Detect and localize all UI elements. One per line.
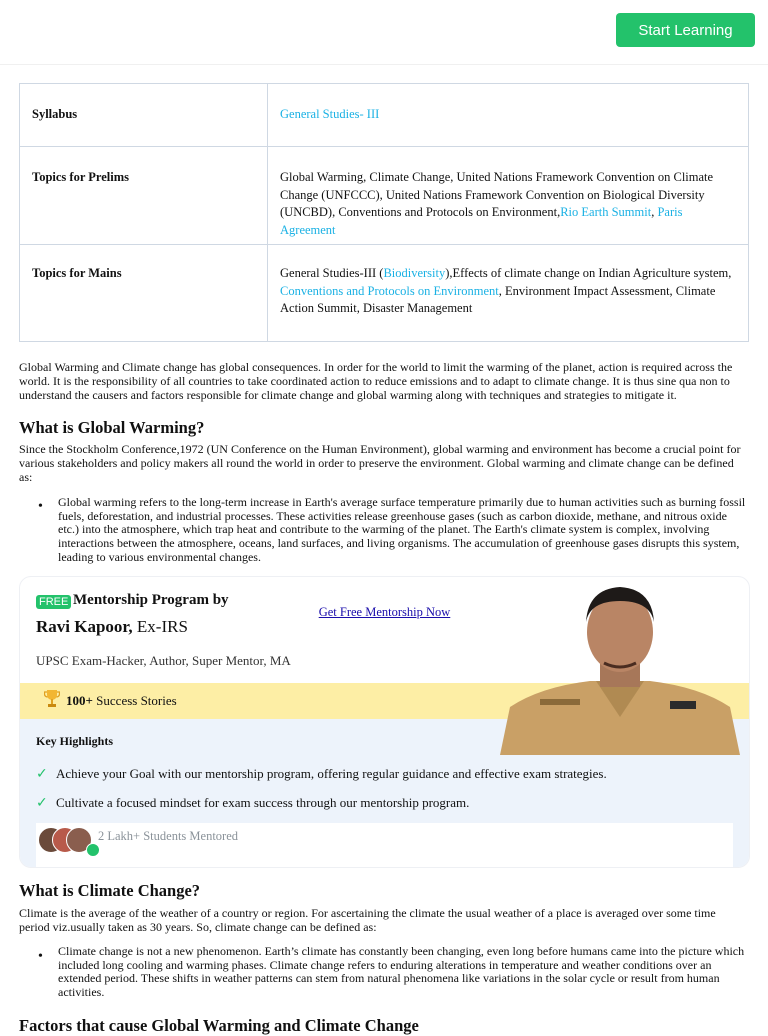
topic-link[interactable]: Rio Earth Summit	[560, 205, 652, 219]
topic-link[interactable]: Conventions and Protocols on Environment	[280, 283, 499, 298]
topic-text: General Studies-III (	[280, 266, 384, 280]
topic-link[interactable]: Biodiversity	[383, 266, 446, 280]
topic-text: ,	[651, 205, 658, 219]
bullet-dot: •	[38, 499, 43, 514]
topic-link[interactable]: General Studies- III	[280, 107, 380, 122]
stories-label: Success Stories	[96, 693, 177, 708]
bullet-dot: •	[38, 949, 43, 964]
topic-text: Global Warming, Climate Change, United Nations Framework Convention on Climate Change (UNFCCC), United Nations Framework Convention on Biological Diversity (UNCBD), Conventions and Protocols on Environment,	[280, 170, 714, 219]
table-row	[20, 245, 749, 342]
section-heading-climate-change: What is Climate Change?	[19, 881, 201, 900]
get-free-mentorship-link[interactable]: Get Free Mentorship Now	[318, 605, 451, 619]
table-value-cell	[268, 84, 749, 147]
feature-item	[36, 766, 607, 782]
mentor-photo	[500, 577, 740, 755]
intro-paragraph: Global Warming and Climate change has global consequences. In order for the world to limit the warming of the planet, action is required across the world. It is the responsibility of all countries to take coordinated action to reduce emissions and to adapt to climate change. It is thus sine qua non to understand the causers and factors responsible for climate change and global warming along with techniques and strategies to mitigate it.	[19, 360, 733, 402]
mentor-name-text: Ravi Kapoor,	[36, 617, 133, 636]
free-badge: FREE	[36, 595, 71, 609]
mentorship-card	[19, 576, 750, 868]
table-key-cell: Syllabus	[20, 84, 268, 147]
global-warming-paragraph: Since the Stockholm Conference,1972 (UN Conference on the Human Environment), global warming and environment has become a crucial point for various stakeholders and policy makers all round the world in order to preserve the environment. Global warming and climate change can be defined as:	[19, 442, 741, 484]
mentored-bar	[36, 823, 733, 867]
mentor-suffix: Ex-IRS	[136, 617, 188, 636]
success-stories	[66, 693, 177, 709]
key-highlights-heading: Key Highlights	[36, 734, 114, 748]
online-dot	[86, 843, 100, 857]
check-icon: ✓	[36, 795, 48, 811]
students-mentored: 2 Lakh+ Students Mentored	[98, 829, 239, 843]
feature-item	[36, 795, 469, 811]
check-icon: ✓	[36, 766, 48, 782]
mentor-subtitle: UPSC Exam-Hacker, Author, Super Mentor, MA	[36, 653, 291, 668]
feature-text: Cultivate a focused mindset for exam success through our mentorship program.	[56, 795, 470, 810]
table-value-cell	[268, 147, 749, 245]
table-value-cell	[268, 245, 749, 342]
climate-change-paragraph: Climate is the average of the weather of a country or region. For ascertaining the climate the usual weather of a place is averaged over some time period viz.usually taken as 30 years. So, climate change can be defined as:	[19, 906, 716, 934]
mentorship-title: Mentorship Program by	[73, 592, 229, 608]
section-heading-factors: Factors that cause Global Warming and Climate Change	[19, 1016, 419, 1035]
global-warming-bullet: Global warming refers to the long-term increase in Earth's average surface temperature primarily due to human activities such as burning fossil fuels, deforestation, and industrial processes. These activities release greenhouse gases (such as carbon dioxide, methane, and nitrous oxide etc.) into the atmosphere, which trap heat and contribute to the warming of the planet. The Earth's climate system is complex, involving interactions between the atmosphere, oceans, land surfaces, and living organisms. The accumulation of greenhouse gases disrupts this system, leading to various environmental changes.	[58, 495, 746, 564]
trophy-icon	[44, 689, 60, 709]
start-learning-button[interactable]: Start Learning	[616, 13, 755, 47]
feature-text: Achieve your Goal with our mentorship program, offering regular guidance and effective exam strategies.	[56, 766, 607, 781]
stories-count: 100+	[66, 693, 93, 708]
section-heading-global-warming: What is Global Warming?	[19, 418, 205, 437]
climate-change-bullet: Climate change is not a new phenomenon. Earth’s climate has constantly been changing, even long before humans came into the picture which included long cooling and warming phases. Climate change refers to enduring alterations in temperature and weather conditions over an extended period. These shifts in weather patterns can stem from natural phenomena like variations in the solar cycle or result from human activities.	[58, 944, 745, 1000]
mentor-name	[36, 617, 188, 637]
table-key-cell: Topics for Mains	[20, 245, 268, 342]
table-row	[20, 84, 749, 147]
table-key-cell: Topics for Prelims	[20, 147, 268, 245]
table-row	[20, 147, 749, 245]
top-bar	[0, 0, 768, 65]
syllabus-table	[19, 83, 749, 342]
topic-text: , Environment Impact Assessment, Climate Action Summit, Disaster Management	[280, 283, 716, 315]
topic-link[interactable]: Paris Agreement	[280, 205, 683, 237]
topic-text: ),Effects of climate change on Indian Agriculture system,	[445, 266, 732, 280]
